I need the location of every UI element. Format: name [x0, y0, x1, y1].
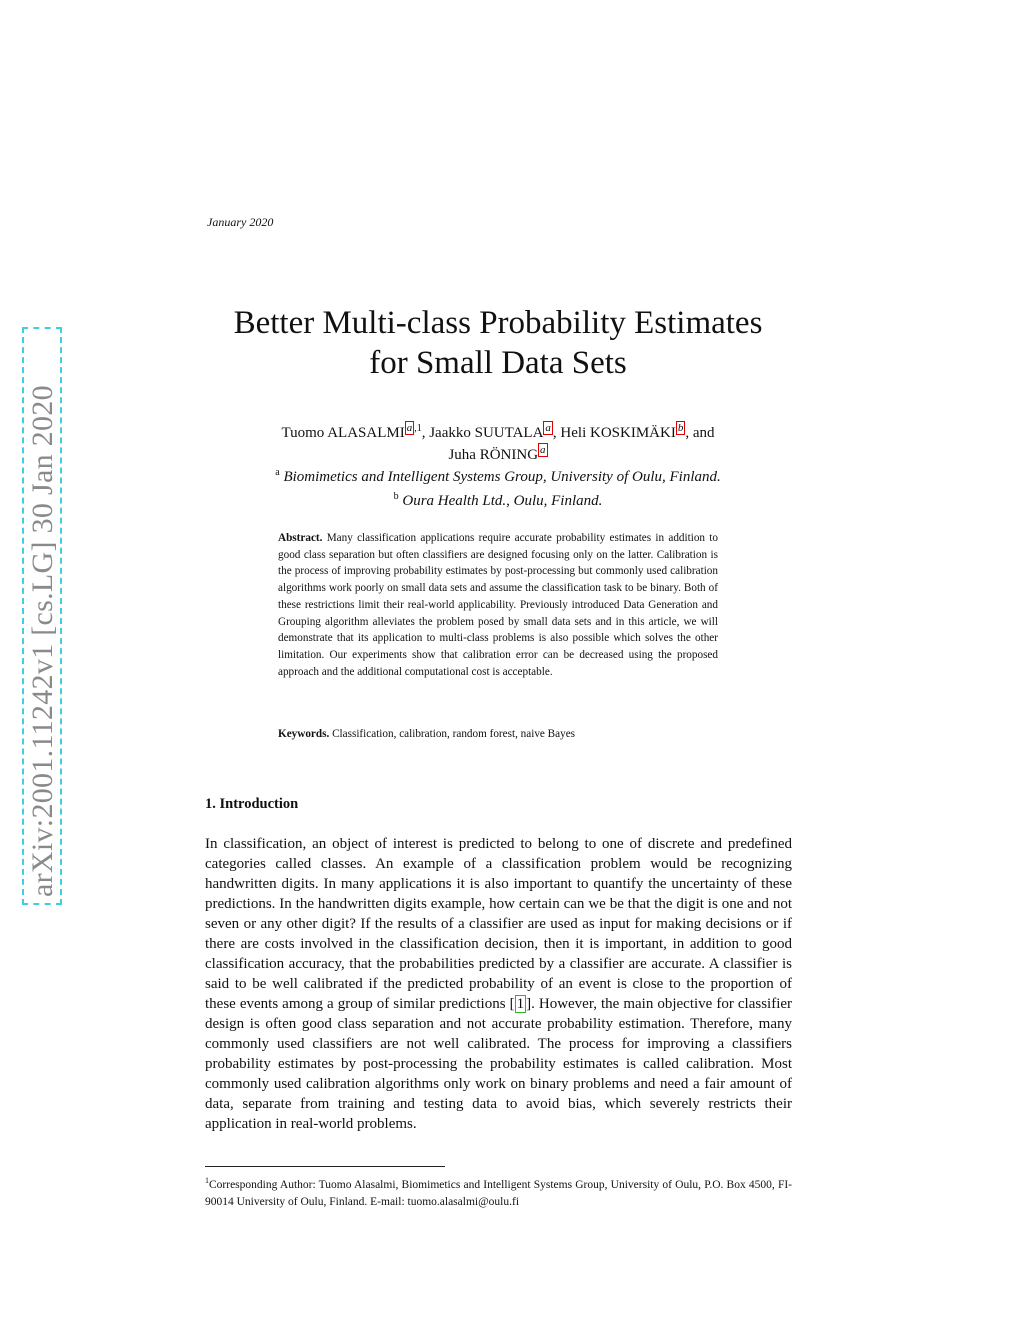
arxiv-side-stamp[interactable] [22, 327, 62, 905]
affiliation-link[interactable]: b [677, 422, 684, 434]
publication-date: January 2020 [207, 215, 274, 229]
abstract [278, 530, 718, 680]
footnote [205, 1172, 792, 1211]
citation-link[interactable]: 1 [516, 996, 525, 1012]
footnote-mark: ,1 [414, 423, 422, 434]
title-line-2: for Small Data Sets [369, 345, 627, 381]
author-list [150, 419, 846, 465]
author-conjunction: , and [685, 425, 715, 441]
footnote-divider [205, 1166, 445, 1167]
keywords [278, 726, 718, 742]
affiliation-link[interactable]: a [545, 422, 551, 434]
affiliation-text: Biomimetics and Intelligent Systems Group, University of Oulu, Finland. [283, 469, 721, 485]
keywords-label: Keywords. [278, 728, 330, 740]
footnote-text: Corresponding Author: Tuomo Alasalmi, Biomimetics and Intelligent Systems Group, University of Oulu, P.O. Box 4500, FI-90014 University of Oulu, Finland. E-mail: tuomo.alasalmi@oulu.fi [205, 1178, 792, 1208]
affiliation-link[interactable]: a [406, 422, 413, 434]
abstract-text: Many classification applications require accurate probability estimates in addition to good class separation but often classifiers are designed focusing only on the latter. Calibration is the process of improving probability estimates by post-processing but commonly used calibration algorithms work poorly on small data sets and assume the classification task to be binary. Both of these restrictions limit their real-world applicability. Previously introduced Data Generation and Grouping algorithm alleviates the problem posed by small data sets and in this article, we will demonstrate that its application to multi-class problems is also possible which solves the other limitation. Our experiments show that calibration error can be decreased using the proposed approach and the additional computational cost is acceptable. [278, 532, 718, 678]
author-line-2 [150, 443, 846, 465]
affiliation-link[interactable]: a [540, 444, 546, 456]
introduction-paragraph [205, 834, 792, 1134]
paper-title [150, 303, 846, 383]
author-name: Tuomo ALASALMI [281, 425, 405, 441]
body-text: ]. However, the main objective for classifier design is often good class separation and not accurate probability estimation. Therefore, many commonly used classifiers are not well calibrated. The process for improving a classifiers probability estimates by post-processing the probability estimates is called calibration. Most commonly used calibration algorithms only work on binary problems and need a fair amount of data, separate from training and testing data to avoid bias, which severely restricts their application in real-world problems. [205, 996, 793, 1132]
footnote-mark: 1 [205, 1176, 209, 1185]
affiliation-a [150, 463, 846, 487]
affiliation-mark: a [275, 467, 280, 478]
author-name: , Heli KOSKIMÄKI [552, 425, 676, 441]
section-heading: 1. Introduction [205, 796, 299, 812]
affiliation-mark: b [393, 491, 399, 502]
author-name: , Jaakko SUUTALA [421, 425, 544, 441]
author-name: Juha RÖNING [448, 447, 539, 463]
author-line-1 [150, 419, 846, 443]
affiliation-b [150, 487, 846, 511]
keywords-text: Classification, calibration, random forest, naive Bayes [332, 728, 576, 740]
abstract-label: Abstract. [278, 532, 323, 544]
arxiv-identifier[interactable]: arXiv:2001.11242v1 [cs.LG] 30 Jan 2020 [26, 385, 59, 897]
body-text: In classification, an object of interest is predicted to belong to one of discrete and predefined categories called classes. An example of a classification problem would be recognizing handwritten digits. In many applications it is also important to quantify the uncertainty of these predictions. In the handwritten digits example, how certain can we be that the digit is one and not seven or any other digit? If the results of a classifier are used as input for making decisions or if there are costs involved in the classification decision, then it is important, in addition to good classification accuracy, that the probabilities predicted by a classifier are accurate. A classifier is said to be well calibrated if the predicted probability of an event is close to the proportion of these events among a group of similar predictions [ [205, 836, 792, 1012]
affiliation-text: Oura Health Ltd., Oulu, Finland. [402, 493, 603, 509]
affiliations [150, 463, 846, 511]
title-line-1: Better Multi-class Probability Estimates [233, 305, 763, 341]
